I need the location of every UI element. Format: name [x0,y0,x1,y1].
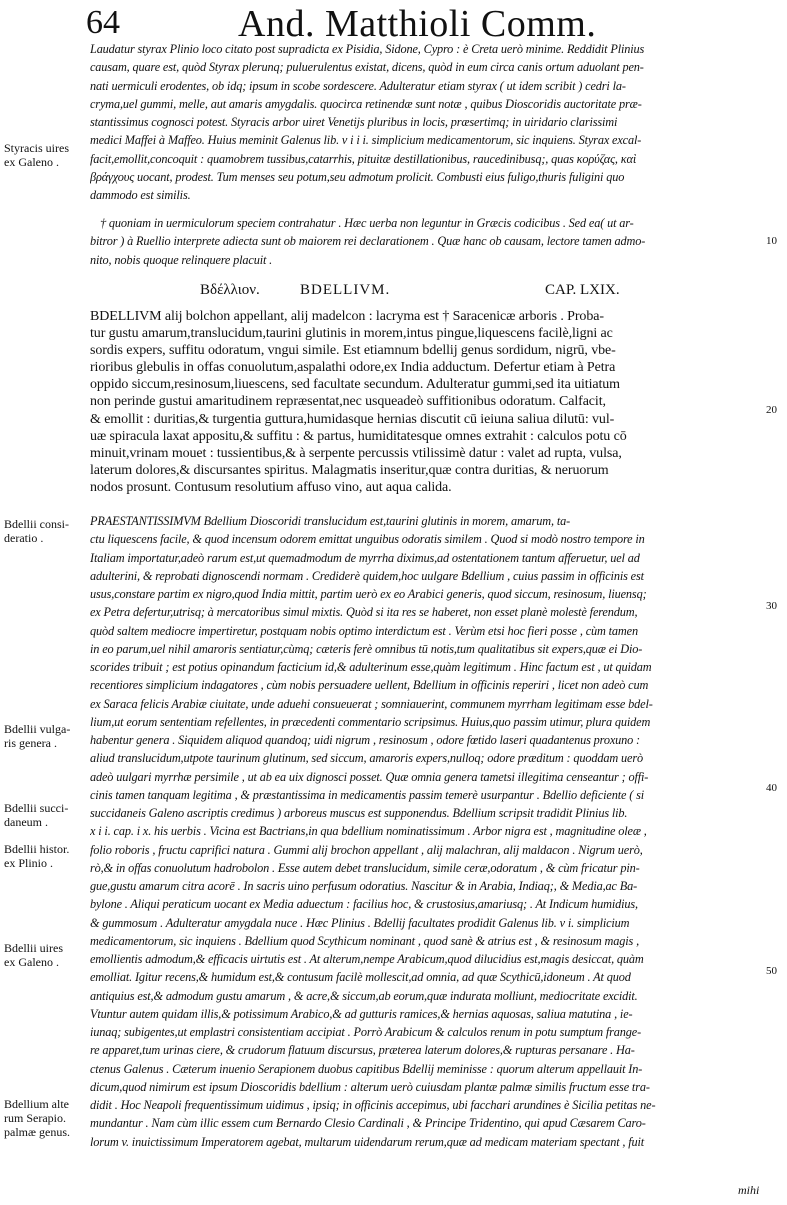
text-line: scorides tribuit ; est potius opinandum facticium id,& adulterinum esse,quàm legitimum . Hinc factum est , ut quidam [90,660,652,674]
margin-note: Bdellii consi- deratio . [4,517,69,545]
text-line: aliud translucidum,utpote taurinum glutinum, sed siccum, amaroris expers,nulloq; odore præditum : quoddam uerò [90,751,643,766]
text-line: cinis tamen tanquam legitima , & præstantissima in medicamentis passim temerè usurpantur . Bdellio deficiente ( si [90,787,644,802]
text-line: facit,emollit,concoquit : quamobrem tussibus,catarrhis, pituitæ destillationibus, raucedinibusq;, quas κορύζας, καὶ [90,151,637,166]
text-line: causam, quare est, quòd Styrax plerunq; puluerulentus existat, dicens, quòd in eum circa canis ortum aduolant pen- [90,60,644,75]
text-line: x i i. cap. i x. his uerbis . Vicina est Bactrians,in qua bdellium nominatissimum . Arbor nigra est , magnitudine oleæ , [90,824,647,839]
margin-note: Bdellii succi- daneum . [4,801,69,829]
text-line: uæ spiracula laxat appositu,& suffitu : & partus, humiditatesque omnes extrahit : calculos potu cō [90,428,627,444]
text-line: usus,constare partim ex nigro,quod India mittit, partim uerò ex eo Arabici generis, quod siccum, resinosum, liuensq; [90,587,647,601]
text-line: minuit,vrinam mouet : tussientibus,& à serpente percussis vtilissimè datur : valet ad rupta, vulsa, [90,445,622,461]
chapter-heading [200,282,660,304]
text-line: emolliat. Igitur recens,& humidum est,& contusum facilè mollescit,ad omnia, ad quæ Scythicū,idoneum . At quod [90,970,631,985]
dioscorides-text [90,308,766,496]
text-line: ctu liquescens facile, & quod incensum odorem emittat unguibus odoratis similem . Quod si modò nostro tempore in [90,532,645,547]
margin-note: Bdellii histor. ex Plinio . [4,842,70,870]
text-line: tur gustu amarum,translucidum,taurini glutinis in morem,intus pingue,liquescens facilè,ligni ac [90,326,613,342]
greek-heading: Βδέλλιον. [200,282,260,298]
text-line: gue,gustu amarum citra acorē . In sacris uino perfusum odoratius. Nascitur & in Arabia, Indiaq;, & Media,ac Ba- [90,879,638,893]
text-line: ex Saraca felicis Arabiæ ciuitate, unde aduehi consueuerat ; somniauerint, communem myrrham legitimam esse bdel- [90,696,653,711]
margin-note: Bdellii vulga- ris genera . [4,722,71,750]
text-line: in eo parum,uel nihil amaroris sentiatur,cùmq; cæteris ferè omnibus tū notis,tum qualitatibus sit expers,quæ ei Dio- [90,641,643,656]
text-line: bitror ) à Ruellio interprete adiecta sunt ob maiorem rei declarationem . Quæ hanc ob causam, lectore tamen admo- [90,234,646,249]
text-line: dammodo est similis. [90,188,191,202]
text-line: BDELLIVM alij bolchon appellant, alij madelcon : lacryma est † Saracenicæ arboris . Proba- [90,309,604,324]
text-line: antiquius est,& admodum gustu amarum , & acre,& siccum,ab eorum,quæ indurata molliunt, mediocritate excidit. [90,988,638,1003]
text-line: ctenus Galenus . Cæterum inuenio Serapionem duobus capitibus Bdellij meminisse : quorum alterum appellauit In- [90,1061,643,1076]
margin-note: Bdellium alte rum Serapio. palmæ genus. [4,1097,70,1139]
line-number: 40 [766,782,777,794]
text-line: lorum v. inuictissimum Imperatorem agebat, multarum uidendarum rerum,quæ ad medicam materiam spectant , fuit [90,1134,645,1149]
text-line: † quoniam in uermiculorum speciem contrahatur . Hæc uerba non leguntur in Græcis codicibus . Sed ea( ut ar- [100,216,634,230]
text-line: nito, nobis quoque relinquere placuit . [90,252,273,267]
text-line: medicamentorum, sic inquiens . Bdellium quod Scythicum nominant , quod sanè & atrius est , & resinosum magis , [90,933,639,948]
text-line: emollientis admodum,& efficacis uirtutis est . At alterum,nempe Arabicum,quod dilucidius est,magis desiccat, quàm [90,952,644,966]
text-line: βράγχους uocant, prodest. Tum menses seu potum,seu admotum prolicit. Combusti eius fuligo,thuris fuligini quo [90,169,625,184]
text-line: rioribus glebulis in offas conuolutum,aspalathi odore,ex India adductum. Defertur etiam à Petra [90,360,616,376]
text-line: adeò uulgari myrrhæ persimile , ut ab ea uix dignosci posset. Quæ omnia genera tametsi illegitima censeantur ; offi- [90,769,649,784]
text-line: Laudatur styrax Plinio loco citato post supradicta ex Pisidia, Sidone, Cypro : è Creta uerò minime. Reddidit Plinius [90,42,645,56]
running-title: And. Matthioli Comm. [238,3,597,45]
line-number: 30 [766,600,777,612]
text-line: lium,ut eorum sententiam refellentes, in præcedenti commentario scripsimus. Huius,quo passim utimur, plura quidem [90,714,651,729]
note-paragraph [90,214,766,269]
latin-heading: BDELLIVM. [300,282,391,298]
text-line: quòd saltem mediocre impertiretur, postquam nobis optimo interdictum est . Verùm etsi hoc fieri posse , cùm tamen [90,623,638,638]
text-line: habentur genera . Siquidem aliquod quandoq; uidi nigrum , resinosum , odore fœtido laseri quadantenus proxuno : [90,733,641,747]
text-line: succidaneis Galeno ascriptis credimus ) arboreus muscus est supponendus. Bdellium scripsit tradidit Plinius lib. [90,806,628,820]
text-line: didit . Hoc Neapoli frequentissimum uidimus , ipsiq; in officinis accepimus, ubi facchari arundines è Sicilia petitas ne- [90,1098,656,1112]
line-number: 50 [766,965,777,977]
text-line: nodos prosunt. Contusum resolutium affuso vino, aut aqua calida. [90,479,452,495]
text-line: cryma,uel gummi, melle, aut amaris amygdalis. quocirca retinendæ sunt notæ , quibus Dioscoridis auctoritate præ- [90,96,642,111]
text-line: Vtuntur autem quidam illis,& potissimum Arabico,& ad gutturis ramices,& hernias aquosas, saliua matutina , ie- [90,1006,633,1021]
chapter-number: CAP. LXIX. [545,282,620,298]
line-number: 10 [766,235,777,247]
styrax-paragraph [90,40,766,204]
text-line: rò,& in offas conuolutum hadrobolon . Esse autem debet translucidum, simile ceræ,odoratum , & cùm fricatur pin- [90,860,640,875]
text-line: ex Petra defertur,utrisq; à mercatoribus simul mixtis. Quòd si ita res se haberet, non esset planè molestè ferendum, [90,605,638,620]
text-line: stantissimus cognosci potest. Styracis arbor uiret Venetijs pluribus in locis, præsertimq; in uiridario clarissimi [90,115,618,129]
text-line: laterum dolores,& discursantes spiritus. Malagmatis inseritur,quæ contra duritias, & neruorum [90,462,609,478]
text-line: recentiores simplicium indagatores , cùm nobis persuadere uellent, Bdellium in officinis reperiri , licet non adeò cum [90,678,649,693]
text-line: sordis expers, suffitu odoratum, vngui simile. Est etiamnum bdellij genus sordidum, nigrū, vbe- [90,343,616,359]
text-line: mundantur . Nam cùm illic essem cum Bernardo Clesio Cardinali , & Principe Tridentino, qui apud Cæsarem Caro- [90,1116,646,1131]
text-line: non perinde gustui amaritudinem repræsentat,nec usqueadeò suffitionibus odoratum. Calfacit, [90,394,606,410]
commentary-text [90,512,766,1151]
text-line: iunaq; subigentes,ut emplastri consistentiam accipiat . Porrò Arabicum & calculos renum in potu sumptum frange- [90,1025,642,1039]
catchword: mihi [738,1183,760,1197]
page-number: 64 [86,4,120,41]
text-line: folio roboris , fructu caprifici natura . Gummi alij brochon appellant , alij malachran, alij maldacon . Nigrum uerò, [90,842,643,857]
text-line: re apparet,tum urinas ciere, & crudorum flatuum discursus, præterea laterum dolores,& rupturas persanare . Ha- [90,1043,635,1058]
text-line: dicum,quod nimirum est ipsum Dioscoridis bdellium : alterum uerò cuiusdam plantæ palmæ similis fructum esse tra- [90,1079,650,1094]
text-line: nati uermiculi erodentes, ob idq; ipsum in scobe sordescere. Adulteratur etiam styrax ( ut idem scribit ) cedri la- [90,78,626,93]
text-line: & emollit : duritias,& turgentia guttura,humidasque hernias discutit cū ieiuna saliua dilutū: vul- [90,411,615,427]
margin-note: Styracis uires ex Galeno . [4,141,69,169]
text-line: PRAESTANTISSIMVM Bdellium Dioscoridi translucidum est,taurini glutinis in morem, amarum, ta- [90,514,571,528]
text-line: bylone . Aliqui peraticum uocant ex Media aduectum : facilius hoc, & crustosius,amariusq; . At Indicum humidius, [90,897,638,912]
text-line: medici Maffei à Maffeo. Huius meminit Galenus lib. v i i i. simplicium medicamentorum, sic inquiens. Styrax excal- [90,133,642,148]
margin-note: Bdellii uires ex Galeno . [4,941,63,969]
text-line: Italiam importatur,adeò rarum est,ut quemadmodum de myrrha diximus,ad ostentationem tantum afferuetur, uel ad [90,550,640,565]
text-line: adulterini, & reprobati dignoscendi normam . Crediderè quidem,hoc uulgare Bdellium , cuius passim in officinis est [90,568,644,583]
line-number: 20 [766,404,777,416]
text-line: & gummosum . Adulteratur amygdala nuce . Hæc Plinius . Bdellij facultates prodidit Galenus lib. v i. simplicium [90,915,630,930]
text-line: oppido siccum,resinosum,liuescens, sed facultate secundum. Adulteratur gummi,sed ita uitiatum [90,377,620,393]
